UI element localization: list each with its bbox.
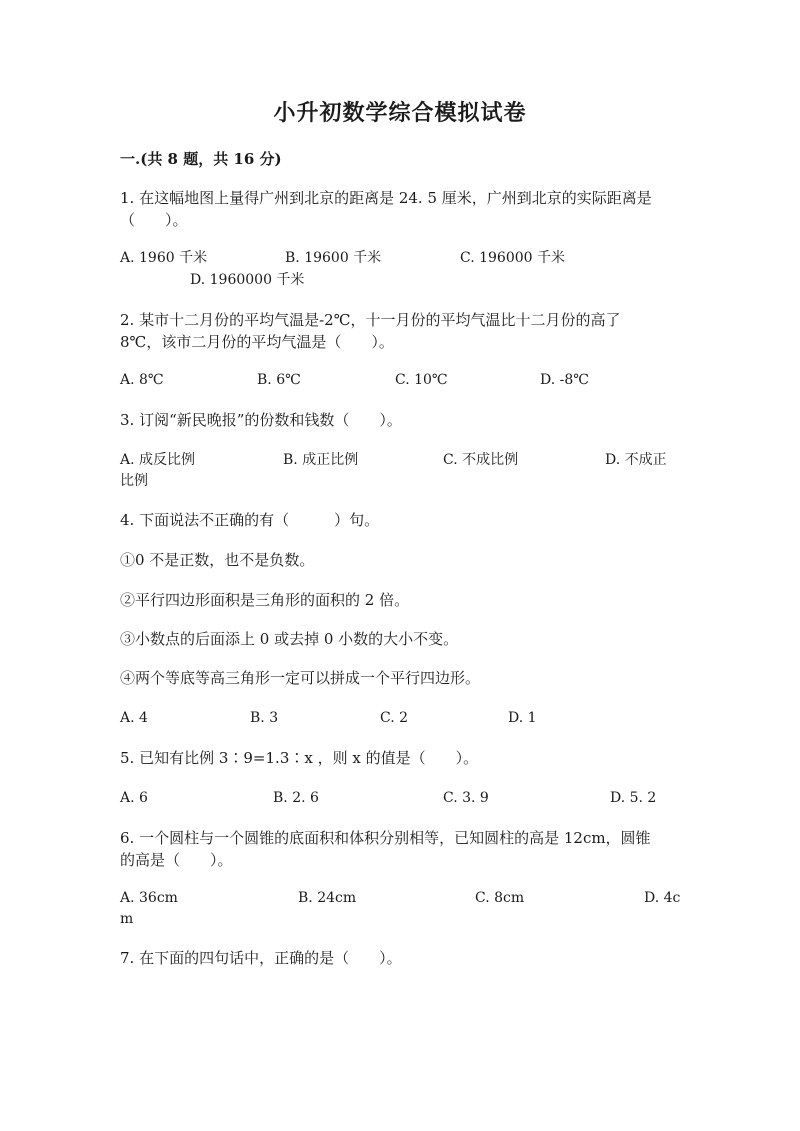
- question-2-text: 2. 某市十二月份的平均气温是-2℃，十一月份的平均气温比十二月份的高了: [120, 311, 621, 329]
- question-6-option-b: B. 24cm: [298, 890, 357, 906]
- question-2-option-b: B. 6℃: [257, 372, 301, 388]
- question-4-statement-2: ②平行四边形面积是三角形的面积的 2 倍。: [120, 591, 410, 609]
- question-2-text-cont: 8℃，该市二月份的平均气温是（ ）。: [120, 333, 394, 351]
- question-2-option-a: A. 8℃: [120, 372, 164, 388]
- question-1-option-d: D. 1960000 千米: [190, 272, 305, 288]
- question-4-option-c: C. 2: [380, 710, 409, 726]
- question-5-option-c: C. 3. 9: [443, 790, 489, 806]
- question-4-statement-3: ③小数点的后面添上 0 或去掉 0 小数的大小不变。: [120, 630, 459, 648]
- question-3-option-d: D. 不成正: [605, 452, 667, 468]
- question-6-text: 6. 一个圆柱与一个圆锥的底面积和体积分别相等，已知圆柱的高是 12cm，圆锥: [120, 829, 651, 847]
- page-title: 小升初数学综合模拟试卷: [273, 100, 527, 126]
- question-1-text-cont: （ ）。: [120, 211, 188, 229]
- question-4-statement-4: ④两个等底等高三角形一定可以拼成一个平行四边形。: [120, 669, 481, 687]
- question-4-option-b: B. 3: [250, 710, 279, 726]
- section-heading: 一.(共 8 题，共 16 分): [120, 150, 282, 168]
- question-3-option-d-wrap: 比例: [120, 473, 148, 489]
- question-5-option-d: D. 5. 2: [610, 790, 657, 806]
- question-5-option-a: A. 6: [120, 790, 148, 806]
- question-4-option-a: A. 4: [120, 710, 148, 726]
- question-6-option-c: C. 8cm: [475, 890, 525, 906]
- question-3-option-b: B. 成正比例: [283, 452, 359, 468]
- question-4-text: 4. 下面说法不正确的有（ ）句。: [120, 511, 380, 529]
- question-2-option-c: C. 10℃: [395, 372, 448, 388]
- question-3-option-c: C. 不成比例: [443, 452, 519, 468]
- question-1-text: 1. 在这幅地图上量得广州到北京的距离是 24. 5 厘米，广州到北京的实际距离是: [120, 189, 652, 207]
- question-3-option-a: A. 成反比例: [120, 452, 196, 468]
- question-6-option-d-wrap: m: [120, 911, 134, 927]
- question-1-option-a: A. 1960 千米: [120, 250, 208, 266]
- question-3-text: 3. 订阅“新民晚报”的份数和钱数（ ）。: [120, 411, 402, 429]
- question-6-option-a: A. 36cm: [120, 890, 178, 906]
- question-6-text-cont: 的高是（ ）。: [120, 851, 233, 869]
- question-5-text: 5. 已知有比例 3∶9=1.3∶x ，则 x 的值是（ ）。: [120, 749, 479, 767]
- question-4-option-d: D. 1: [508, 710, 537, 726]
- question-5-option-b: B. 2. 6: [273, 790, 319, 806]
- question-7-text: 7. 在下面的四句话中，正确的是（ ）。: [120, 949, 402, 967]
- question-6-option-d: D. 4c: [644, 890, 681, 906]
- question-1-option-b: B. 19600 千米: [285, 250, 382, 266]
- question-2-option-d: D. -8℃: [540, 372, 589, 388]
- question-1-option-c: C. 196000 千米: [460, 250, 566, 266]
- question-4-statement-1: ①0 不是正数，也不是负数。: [120, 551, 315, 569]
